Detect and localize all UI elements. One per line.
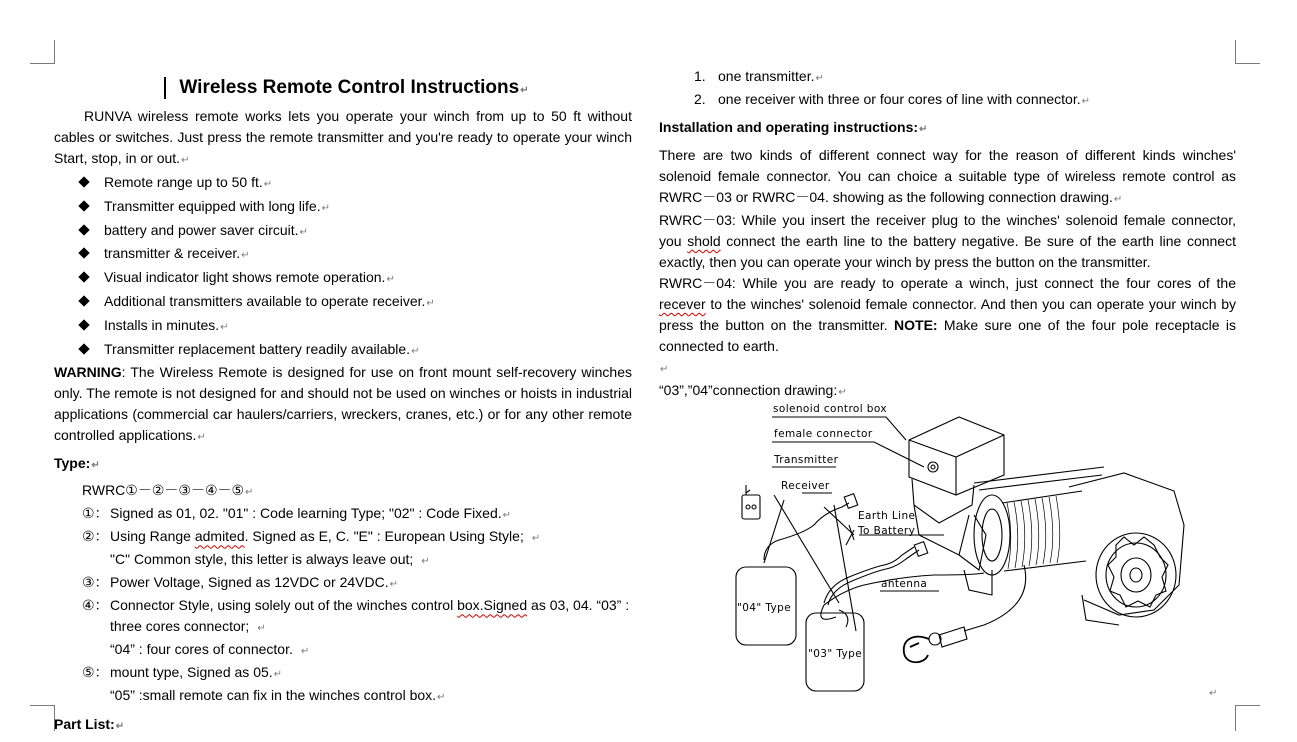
list-item: transmitter & receiver.↵ xyxy=(54,243,632,267)
label-solenoid: solenoid control box xyxy=(773,403,887,415)
hook-icon xyxy=(904,637,929,663)
crop-mark xyxy=(30,705,54,706)
text-cursor xyxy=(164,77,166,99)
diamond-bullet-icon xyxy=(78,248,89,259)
crop-mark xyxy=(1235,40,1236,64)
label-transmitter: Transmitter xyxy=(774,454,839,466)
label-to-battery: To Battery xyxy=(858,525,916,537)
winch-icon xyxy=(909,417,1184,625)
feature-list xyxy=(54,172,632,362)
list-item: Installs in minutes.↵ xyxy=(54,315,632,339)
type-item-4: ④：Connector Style, using solely out of the winches control box.Signed as 03, 04. “03” : xyxy=(82,597,630,614)
diamond-bullet-icon xyxy=(78,295,89,306)
diamond-bullet-icon xyxy=(78,224,89,235)
right-column xyxy=(659,66,1236,403)
type-item-2: ②：Using Range admited. Signed as E, C. "E" : European Using Style; ↵ xyxy=(82,528,541,545)
part-list xyxy=(659,66,1236,112)
connection-drawing xyxy=(724,395,1204,695)
page-title-text: Wireless Remote Control Instructions xyxy=(179,77,520,98)
part-list-heading: Part List:↵ xyxy=(54,716,125,733)
crop-mark xyxy=(1235,705,1236,731)
list-item: Transmitter replacement battery readily available.↵ xyxy=(54,339,632,363)
end-paragraph-mark: ↵ xyxy=(1209,688,1218,699)
type-item-4-cont2: “04” : four cores of connector. ↵ xyxy=(110,641,310,658)
warning-label: WARNING xyxy=(54,364,122,381)
install-heading: Installation and operating instructions:↵ xyxy=(659,119,928,135)
list-item: Remote range up to 50 ft.↵ xyxy=(54,172,632,196)
type-item-1: ①：Signed as 01, 02. "01" : Code learning Type; "02" : Code Fixed.↵ xyxy=(82,505,512,522)
diamond-bullet-icon xyxy=(78,272,89,283)
warning-paragraph: WARNING: The Wireless Remote is designed for use on front mount self-recovery winches only. The remote is not designed for and should not be used on winches or hoists in industrial applications (commercial car haulers/carriers, wreckers, cranes, etc.) or for any other remote controlled applications.↵ xyxy=(54,364,632,444)
empty-paragraph: ↵ xyxy=(660,364,669,375)
label-receiver: Receiver xyxy=(781,480,830,492)
transmitter-icon xyxy=(742,485,760,519)
drawing-caption: “03”,”04”connection drawing:↵ xyxy=(659,382,847,398)
left-column xyxy=(54,74,632,737)
type-item-5: ⑤：mount type, Signed as 05.↵ xyxy=(82,664,283,681)
crop-mark xyxy=(54,40,55,64)
note-label: NOTE: xyxy=(894,317,938,333)
crop-mark xyxy=(1236,705,1260,706)
install-paragraph-3: RWRC－04: While you are ready to operate a winch, just connect the four cores of the recever to the winches' solenoid female connector. And then you can operate your winch by press the button on the transmitter. NOTE: Make sure one of the four pole receptacle is connected to earth. xyxy=(659,275,1236,354)
label-03-type: "03" Type xyxy=(808,648,863,660)
diamond-bullet-icon xyxy=(78,343,89,354)
diamond-bullet-icon xyxy=(78,176,89,187)
label-04-type: "04" Type xyxy=(737,602,792,614)
label-female-connector: female connector xyxy=(774,428,873,440)
page-title: Wireless Remote Control Instructions↵ xyxy=(164,74,534,102)
list-item: Additional transmitters available to operate receiver.↵ xyxy=(54,291,632,315)
list-item: battery and power saver circuit.↵ xyxy=(54,220,632,244)
list-item: Visual indicator light shows remote operation.↵ xyxy=(54,267,632,291)
type-code: RWRC①－②－③－④－⑤↵ xyxy=(82,482,254,499)
install-paragraph-2: RWRC－03: While you insert the receiver plug to the winches' solenoid female connector, you shold connect the earth line to the battery negative. Be sure of the earth line connect exactly, then you can operate your winch by press the button on the transmitter. xyxy=(659,212,1236,270)
type-heading: Type:↵ xyxy=(54,455,100,472)
type-item-5-cont: “05” :small remote can fix in the winches control box.↵ xyxy=(110,687,446,704)
type-item-2-cont: "C" Common style, this letter is always leave out; ↵ xyxy=(110,551,430,568)
label-earth-line: Earth Line xyxy=(858,510,916,522)
label-antenna: antenna xyxy=(881,578,928,590)
crop-mark xyxy=(30,63,54,64)
install-paragraph-1: There are two kinds of different connect way for the reason of different kinds winches' solenoid female connector. You can choice a suitable type of wireless remote control as RWRC－03 or RWRC－04. showing as the following connection drawing.↵ xyxy=(659,147,1236,205)
crop-mark xyxy=(1236,63,1260,64)
type-item-4-cont: three cores connector; ↵ xyxy=(110,618,266,635)
list-item: 2. one receiver with three or four cores of line with connector.↵ xyxy=(694,91,1091,107)
diamond-bullet-icon xyxy=(78,200,89,211)
type-item-3: ③：Power Voltage, Signed as 12VDC or 24VDC.↵ xyxy=(82,574,398,591)
list-item: 1. one transmitter.↵ xyxy=(694,68,824,84)
list-item: Transmitter equipped with long life.↵ xyxy=(54,196,632,220)
intro-paragraph: RUNVA wireless remote works lets you operate your winch from up to 50 ft without cables or switches. Just press the remote transmitter and you're ready to operate your winch Start, stop, in or out.↵ xyxy=(54,108,632,166)
diamond-bullet-icon xyxy=(78,319,89,330)
